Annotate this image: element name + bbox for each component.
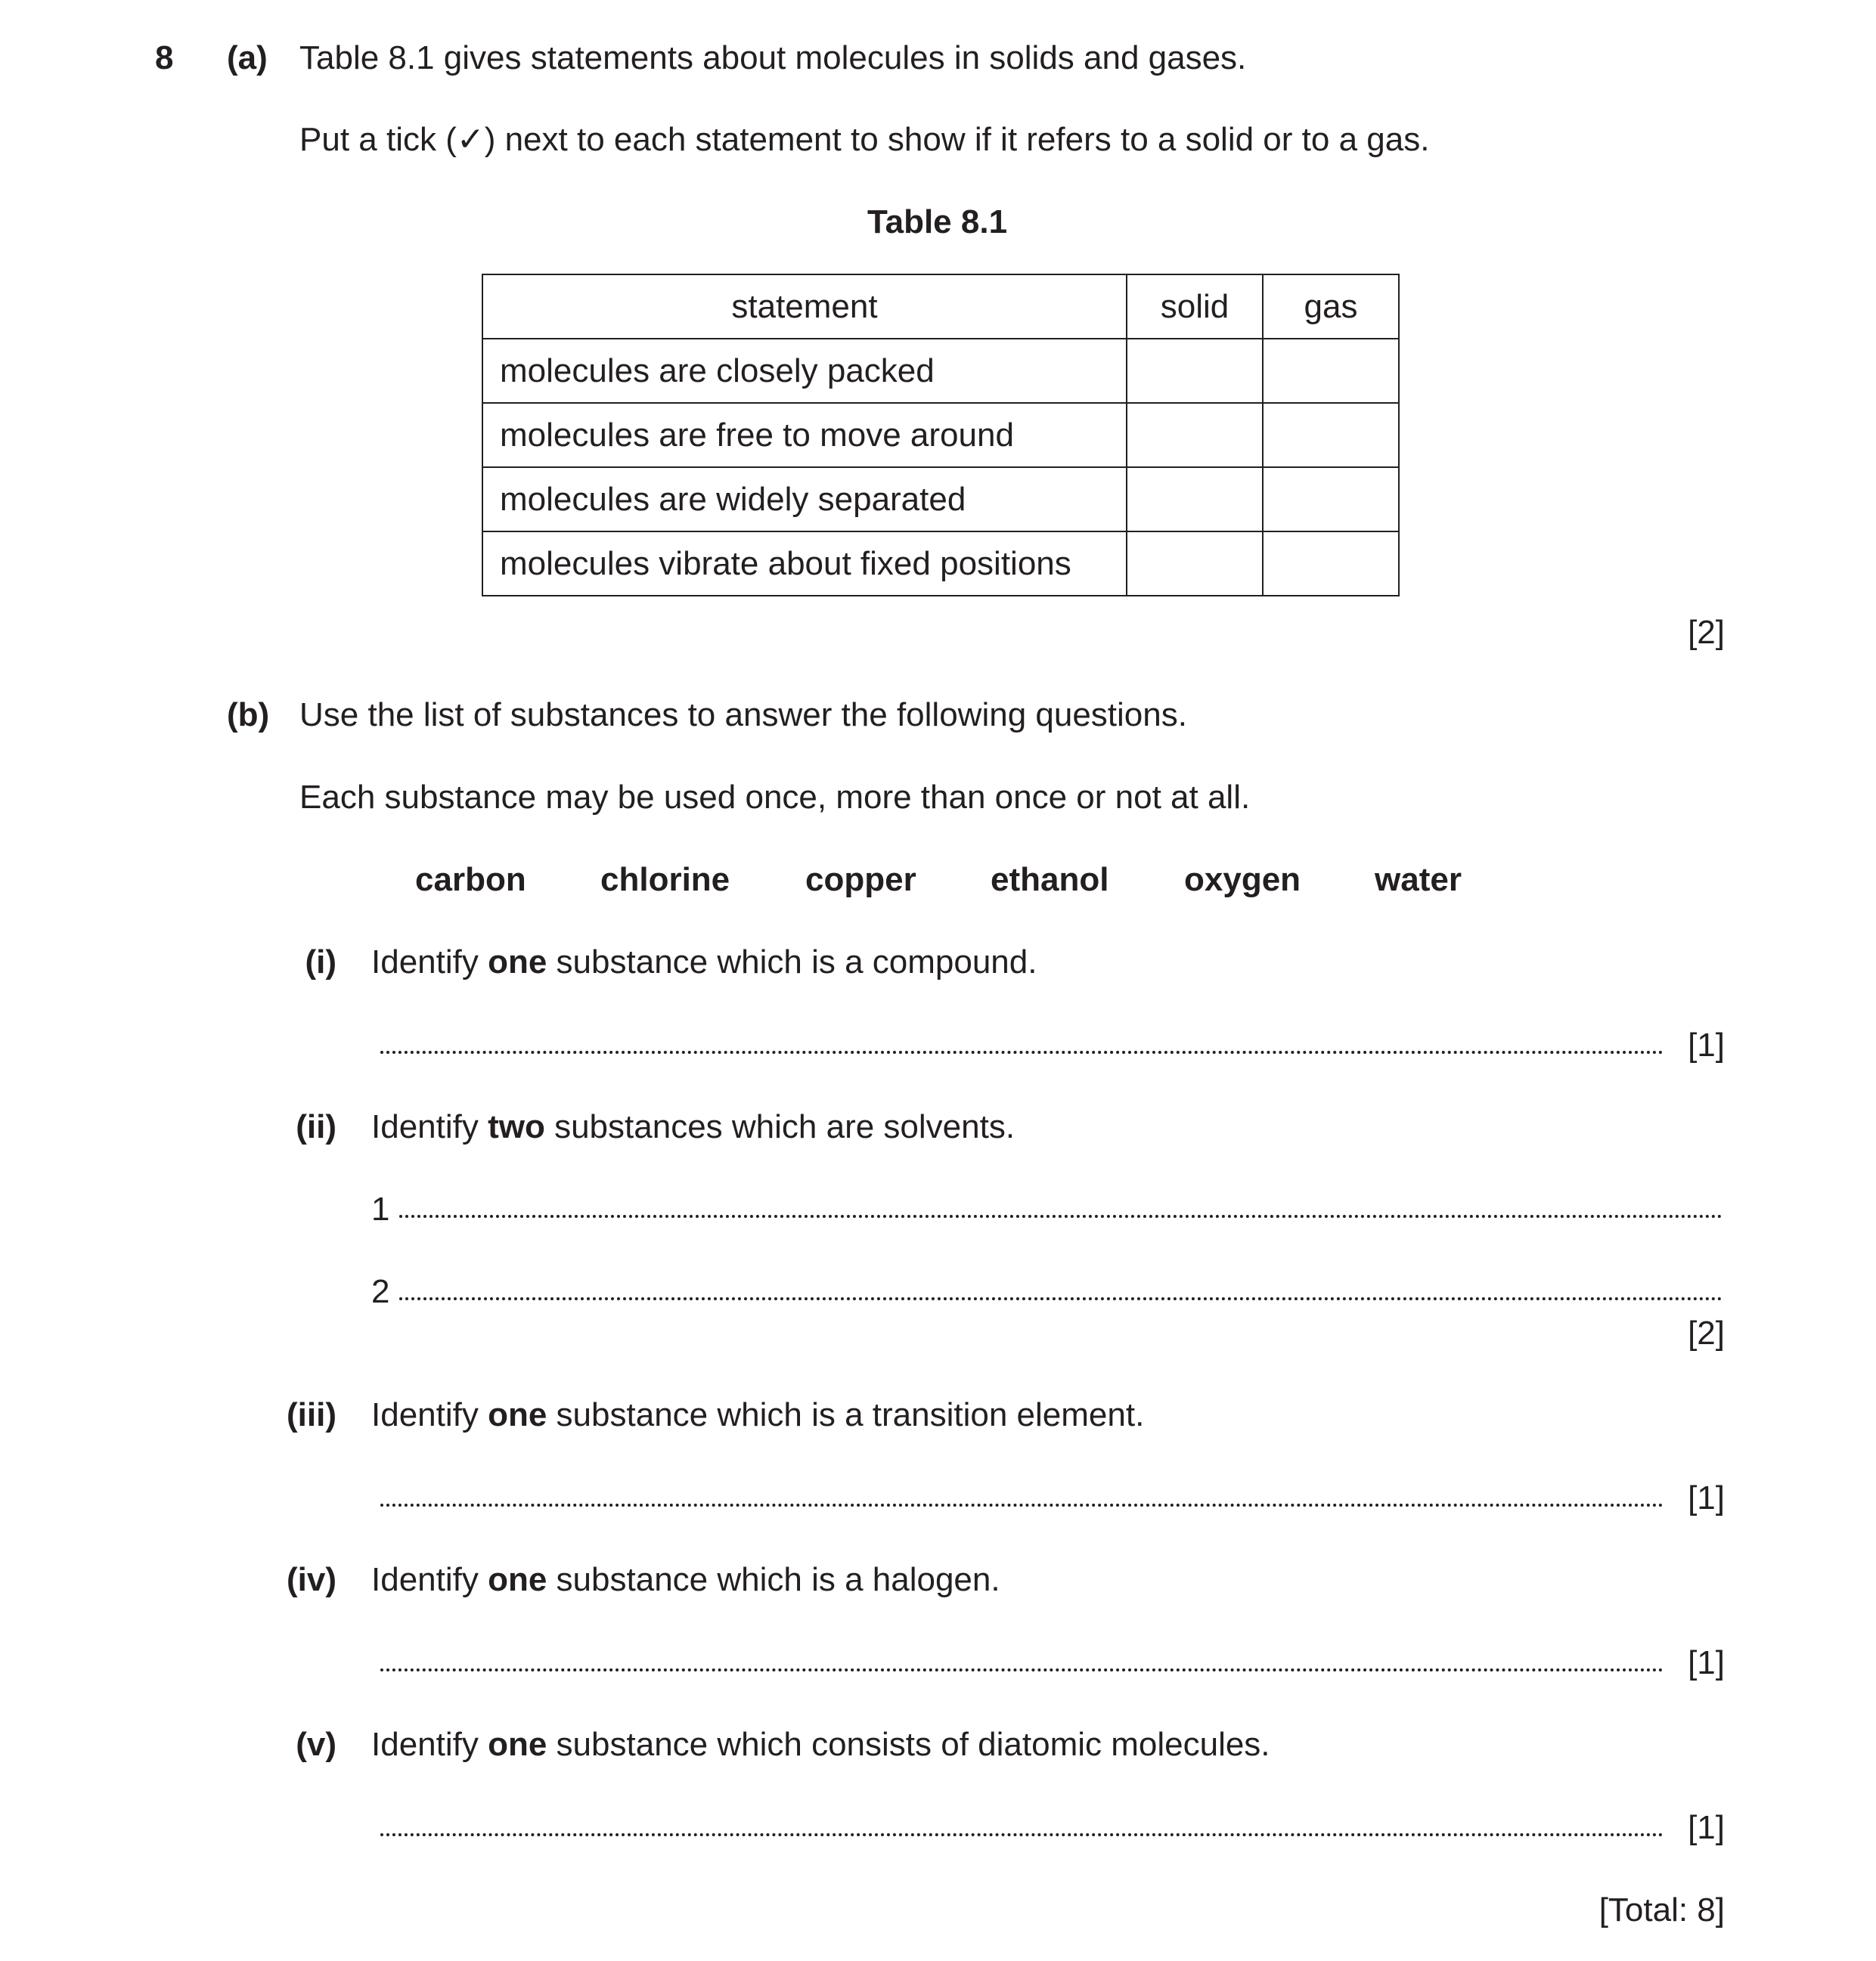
- statement-cell: molecules are widely separated: [482, 467, 1127, 531]
- subpart-v-marks: [1]: [1688, 1809, 1725, 1846]
- part-a-marks: [2]: [1688, 614, 1725, 651]
- subpart-iii-marks: [1]: [1688, 1479, 1725, 1516]
- substance-water: water: [1375, 861, 1462, 898]
- table-header-row: [482, 274, 1399, 339]
- question-number: 8: [155, 39, 174, 76]
- gas-tick-cell[interactable]: [1263, 339, 1399, 403]
- substance-chlorine: chlorine: [600, 861, 730, 898]
- subpart-ii-question: Identify two substances which are solvents.: [371, 1108, 1016, 1145]
- subpart-iv-question: Identify one substance which is a halogen.: [371, 1561, 1000, 1598]
- table-row: [482, 531, 1399, 596]
- substance-oxygen: oxygen: [1184, 861, 1301, 898]
- subpart-iii-question: Identify one substance which is a transition element.: [371, 1396, 1145, 1433]
- solid-tick-cell[interactable]: [1127, 339, 1263, 403]
- part-b-note: Each substance may be used once, more than once or not at all.: [299, 779, 1251, 816]
- subpart-iii-label: (iii): [287, 1396, 336, 1433]
- table-row: [482, 467, 1399, 531]
- subpart-v-label: (v): [296, 1726, 336, 1763]
- answer-line-i[interactable]: [380, 1051, 1664, 1054]
- header-statement: statement: [482, 274, 1127, 339]
- total-marks: [Total: 8]: [1598, 1891, 1725, 1928]
- answer-line-ii-2[interactable]: [399, 1297, 1723, 1300]
- part-a-intro: Table 8.1 gives statements about molecules in solids and gases.: [299, 39, 1247, 76]
- answer-line-ii-1[interactable]: [399, 1215, 1723, 1218]
- answer-number-1: 1: [371, 1191, 390, 1228]
- answer-line-v[interactable]: [380, 1833, 1664, 1836]
- answer-line-iii[interactable]: [380, 1504, 1664, 1507]
- subpart-iv-label: (iv): [287, 1561, 336, 1598]
- statement-cell: molecules vibrate about fixed positions: [482, 531, 1127, 596]
- subpart-i-label: (i): [305, 943, 336, 980]
- part-a-label: (a): [227, 39, 268, 76]
- subpart-ii-label: (ii): [296, 1108, 336, 1145]
- substance-copper: copper: [805, 861, 916, 898]
- part-b-intro: Use the list of substances to answer the following questions.: [299, 696, 1187, 733]
- subpart-iv-marks: [1]: [1688, 1644, 1725, 1681]
- gas-tick-cell[interactable]: [1263, 531, 1399, 596]
- table-row: [482, 339, 1399, 403]
- header-solid: solid: [1127, 274, 1263, 339]
- subpart-ii-marks: [2]: [1688, 1315, 1725, 1352]
- part-a-instruction: Put a tick (✓) next to each statement to show if it refers to a solid or to a gas.: [299, 121, 1430, 158]
- substance-carbon: carbon: [415, 861, 526, 898]
- solid-tick-cell[interactable]: [1127, 403, 1263, 467]
- part-b-label: (b): [227, 696, 270, 733]
- answer-line-iv[interactable]: [380, 1668, 1664, 1671]
- subpart-i-marks: [1]: [1688, 1027, 1725, 1064]
- gas-tick-cell[interactable]: [1263, 467, 1399, 531]
- substance-ethanol: ethanol: [991, 861, 1109, 898]
- table-caption: Table 8.1: [867, 203, 1008, 240]
- subpart-v-question: Identify one substance which consists of diatomic molecules.: [371, 1726, 1270, 1763]
- table-8-1: [482, 274, 1400, 596]
- statement-cell: molecules are closely packed: [482, 339, 1127, 403]
- subpart-i-question: Identify one substance which is a compound.: [371, 943, 1037, 980]
- solid-tick-cell[interactable]: [1127, 467, 1263, 531]
- gas-tick-cell[interactable]: [1263, 403, 1399, 467]
- answer-number-2: 2: [371, 1273, 390, 1310]
- solid-tick-cell[interactable]: [1127, 531, 1263, 596]
- header-gas: gas: [1263, 274, 1399, 339]
- table-row: [482, 403, 1399, 467]
- statement-cell: molecules are free to move around: [482, 403, 1127, 467]
